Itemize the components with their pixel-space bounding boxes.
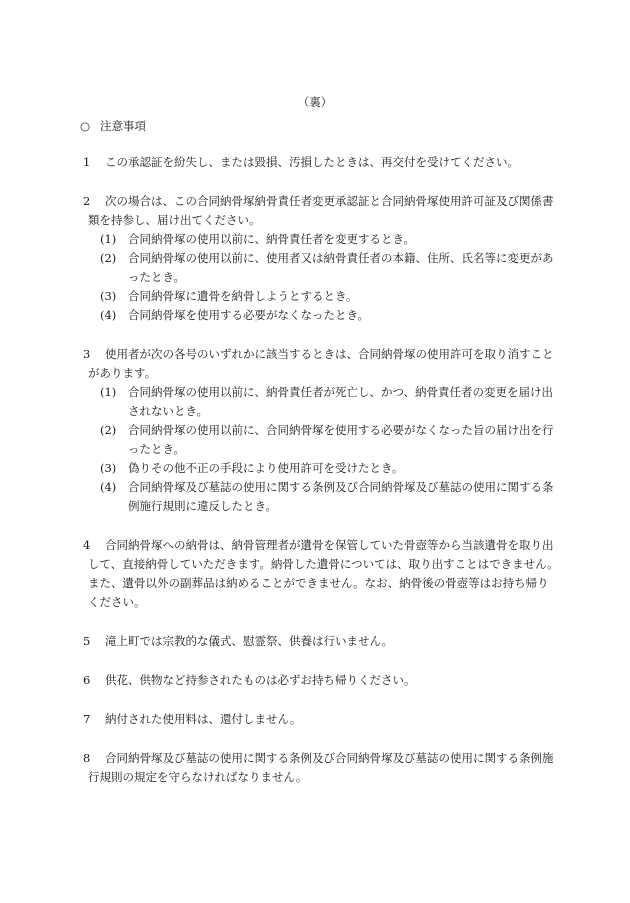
sub-item: [80, 383, 560, 421]
item-number: 7: [83, 712, 91, 726]
notice-item-2: [80, 192, 560, 325]
item-text: 滝上町では宗教的な儀式、慰霊祭、供養は行いません。: [105, 634, 394, 648]
item-number: 4: [83, 538, 91, 552]
sub-item-text: 合同納骨塚の使用以前に、使用者又は納骨責任者の本籍、住所、氏名等に変更があったとき。: [128, 251, 554, 284]
notice-item-8: [80, 749, 560, 787]
notice-item-4: [80, 536, 560, 612]
item-text: 合同納骨塚及び墓誌の使用に関する条例及び合同納骨塚及び墓誌の使用に関する条例施行規則の規定を守らなければなりません。: [88, 751, 554, 784]
item-text: 使用者が次の各号のいずれかに該当するときは、合同納骨塚の使用許可を取り消すことがあります。: [88, 347, 554, 380]
sub-item: [80, 287, 560, 306]
sub-item-text: 合同納骨塚及び墓誌の使用に関する条例及び合同納骨塚及び墓誌の使用に関する条例施行規則に違反したとき。: [128, 480, 554, 513]
sub-item-text: 合同納骨塚に遺骨を納骨しようとするとき。: [128, 289, 358, 303]
notice-item-paragraph: [80, 710, 560, 729]
sub-item: [80, 249, 560, 287]
item-text: 供花、供物など持参されたものは必ずお持ち帰りください。: [105, 673, 416, 687]
sub-item-number: (4): [100, 308, 117, 322]
sub-item-number: (3): [100, 289, 117, 303]
sub-item-number: (3): [100, 461, 117, 475]
item-text: この承認証を紛失し、または毀損、汚損したときは、再交付を受けてください。: [105, 155, 519, 169]
item-number: 5: [83, 634, 91, 648]
section-heading: [80, 117, 560, 136]
sub-list: [80, 230, 560, 325]
item-number: 1: [83, 155, 91, 169]
notice-item-paragraph: [80, 192, 560, 230]
item-text: 合同納骨塚への納骨は、納骨管理者が遺骨を保管していた骨壺等から当該遺骨を取り出して、直接納骨していただきます。納骨した遺骨については、取り出すことはできません。また、遺骨以外の副葬品は納めることができません。なお、納骨後の骨壺等はお持ち帰りください。: [88, 538, 559, 609]
sub-item-number: (4): [100, 480, 117, 494]
sub-item-text: 合同納骨塚の使用以前に、納骨責任者を変更するとき。: [128, 232, 416, 246]
item-number: 8: [83, 751, 91, 765]
item-text: 次の場合は、この合同納骨塚納骨責任者変更承認証と合同納骨塚使用許可証及び関係書類を持参し、届け出てください。: [88, 194, 554, 227]
circle-mark-icon: ○: [80, 119, 91, 133]
notice-item-1: [80, 153, 560, 172]
notice-item-paragraph: [80, 632, 560, 651]
sub-item: [80, 306, 560, 325]
sub-item: [80, 230, 560, 249]
notice-item-paragraph: [80, 153, 560, 172]
notice-item-3: [80, 345, 560, 516]
sub-item-text: 合同納骨塚の使用以前に、納骨責任者が死亡し、かつ、納骨責任者の変更を届け出されないとき。: [128, 385, 554, 418]
sub-list: [80, 383, 560, 516]
sub-item-text: 偽りその他不正の手段により使用許可を受けたとき。: [128, 461, 404, 475]
notice-item-7: [80, 710, 560, 729]
sub-item-number: (2): [100, 251, 117, 265]
sub-item-text: 合同納骨塚を使用する必要がなくなったとき。: [128, 308, 370, 322]
item-number: 3: [83, 347, 91, 361]
item-number: 6: [83, 673, 91, 687]
notice-item-paragraph: [80, 749, 560, 787]
notice-item-paragraph: [80, 536, 560, 612]
sub-item: [80, 478, 560, 516]
sub-item-number: (1): [100, 232, 117, 246]
section-heading-text: 注意事項: [100, 119, 146, 133]
notice-item-paragraph: [80, 345, 560, 383]
sub-item-number: (2): [100, 423, 117, 437]
notice-item-paragraph: [80, 671, 560, 690]
sub-item-text: 合同納骨塚の使用以前に、合同納骨塚を使用する必要がなくなった旨の届け出を行ったとき。: [128, 423, 554, 456]
sub-item: [80, 421, 560, 459]
item-text: 納付された使用料は、還付しません。: [105, 712, 302, 726]
notice-list: [80, 153, 560, 807]
notice-item-6: [80, 671, 560, 690]
sub-item-number: (1): [100, 385, 117, 399]
notice-item-5: [80, 632, 560, 651]
item-number: 2: [83, 194, 91, 208]
sub-item: [80, 459, 560, 478]
side-label: （裏）: [297, 95, 333, 109]
